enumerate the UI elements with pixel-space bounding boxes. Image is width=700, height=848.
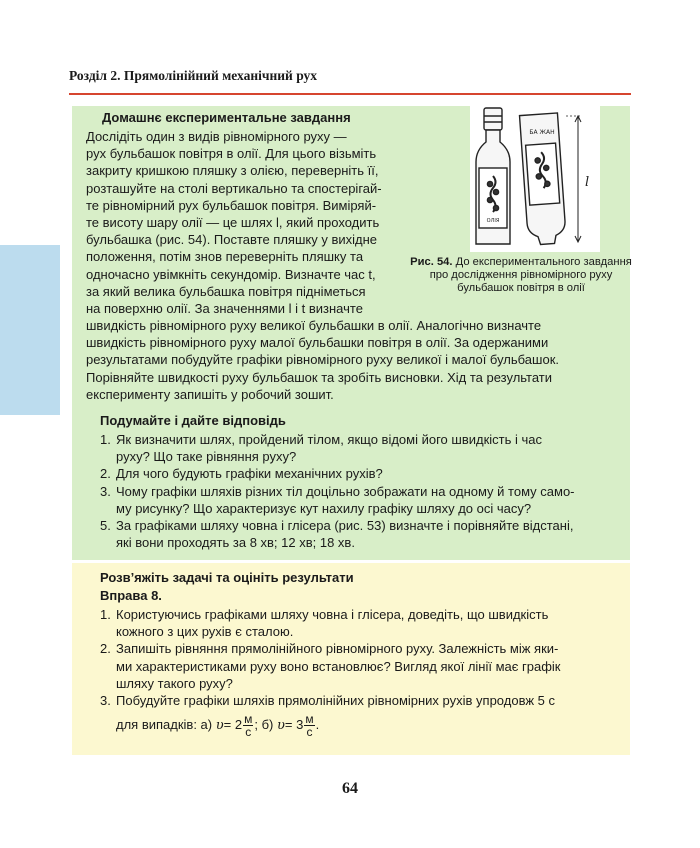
- list-item: [100, 692, 616, 709]
- caption-text: До експериментального завдання про дослідження рівномірного руху бульбашок повітря в олії: [429, 256, 632, 294]
- side-tab: [0, 245, 60, 415]
- item-text-line: Чому графіки шляхів різних тіл доцільно зображати на одному й тому само-: [116, 483, 575, 499]
- paragraph-line: те рівномірний рух бульбашок повітря. Виміряй-: [86, 197, 377, 213]
- formula-value-a: = 2: [223, 716, 243, 732]
- tasks-list: [100, 606, 616, 709]
- item-text-line: Побудуйте графіки шляхів прямолінійних рівномірних рухів упродовж 5 с: [116, 693, 555, 709]
- paragraph-line: Порівняйте швидкості руху бульбашок та зробіть висновки. Хід та результати: [86, 369, 553, 385]
- questions-list: [100, 431, 616, 551]
- item-text-line: Як визначити шлях, пройдений тілом, якщо відомі його швидкість і час: [116, 432, 542, 447]
- item-text-line: шляху такого руху?: [116, 675, 233, 691]
- paragraph-line: закриту кришкою пляшку з олією, переверніть її,: [86, 163, 379, 179]
- home-task-paragraph: [86, 128, 411, 317]
- bottles-illustration: [470, 104, 600, 252]
- formula-value-b: = 3: [284, 716, 304, 732]
- header-rule: [69, 93, 631, 95]
- list-item: [100, 517, 616, 551]
- caption-label: Рис. 54.: [410, 256, 453, 268]
- paragraph-line: за який велика бульбашка повітря підніметься: [86, 283, 366, 299]
- paragraph-line: бульбашка (рис. 54). Поставте пляшку у вихідне: [86, 232, 377, 248]
- section-header: Розділ 2. Прямолінійний механічний рух: [69, 68, 318, 83]
- item-number: 1.: [100, 432, 111, 447]
- paragraph-line: на поверхню олії. За значеннями l і t визначте: [86, 301, 363, 317]
- item-text-line: ми характеристиками руху воно встановлює? Вигляд якої лінії має графік: [116, 658, 561, 674]
- figure-54: [470, 104, 600, 252]
- unit-fraction-a: $\frac{м}{с}$: [244, 712, 253, 739]
- paragraph-line: те висоту шару олії — це шлях l, який проходить: [86, 215, 380, 231]
- exercise-label: Вправа 8.: [100, 588, 162, 603]
- velocity-symbol-a: υ: [215, 717, 224, 733]
- formula-end: .: [315, 716, 320, 732]
- velocity-symbol-b: υ: [276, 717, 285, 733]
- item-text-line: які вони проходять за 8 хв; 12 хв; 18 хв.: [116, 535, 355, 551]
- item-text-line: кожного з цих рухів є сталою.: [116, 624, 294, 640]
- item-text-line: За графіками шляху човна і глісера (рис. 53) визначте і порівняйте відстані,: [116, 518, 574, 534]
- paragraph-line: Дослідіть один з видів рівномірного руху —: [86, 129, 347, 144]
- formula-separator: ; б): [254, 716, 274, 732]
- paragraph-line: швидкість рівномірного руху малої бульбашки повітря в олії. За одержаними: [86, 335, 549, 351]
- item-number: 2.: [100, 641, 111, 657]
- figure-caption: [410, 256, 632, 295]
- length-label: l: [585, 175, 590, 190]
- paragraph-line: розташуйте на столі вертикально та спостерігай-: [86, 180, 382, 196]
- unit-fraction-b: $\frac{м}{с}$: [305, 712, 314, 739]
- item-text-line: Користуючись графіками шляху човна і глісера, доведіть, що швидкість: [116, 607, 549, 622]
- item-text-line: Запишіть рівняння прямолінійного рівномірного руху. Залежність між яки-: [116, 641, 559, 657]
- list-item: [100, 465, 616, 482]
- item-text-line: Для чого будують графіки механічних рухів?: [116, 466, 383, 482]
- paragraph-line: результатами побудуйте графіки рівномірного руху великої і малої бульбашок.: [86, 352, 559, 368]
- item-number: 2.: [100, 466, 111, 482]
- paragraph-line: рух бульбашок повітря в олії. Для цього візьміть: [86, 146, 377, 162]
- home-task-title: Домашнє експериментальне завдання: [102, 110, 351, 125]
- tasks-title: Розв’яжіть задачі та оцініть результати: [100, 570, 354, 585]
- list-item: [100, 431, 616, 465]
- list-item: [100, 483, 616, 517]
- formula-line: [116, 713, 319, 738]
- list-item: [100, 606, 616, 640]
- item-text-line: му рисунку? Що характеризує кут нахилу графіку шляху до осі часу?: [116, 500, 532, 516]
- item-number: 1.: [100, 607, 111, 622]
- bottle2-label: БА ЖАН: [529, 129, 555, 136]
- paragraph-line: положення, потім знов переверніть пляшку та: [86, 249, 364, 265]
- questions-title: Подумайте і дайте відповідь: [100, 413, 286, 428]
- item-number: 3.: [100, 693, 111, 709]
- item-number: 5.: [100, 518, 111, 534]
- paragraph-line: швидкість рівномірного руху великої бульбашки в олії. Аналогічно визначте: [86, 318, 542, 333]
- list-item: [100, 640, 616, 692]
- paragraph-line: експерименту запишіть у робочий зошит.: [86, 386, 334, 402]
- item-number: 3.: [100, 483, 111, 499]
- page-number: 64: [342, 780, 358, 797]
- bottle1-label: ОЛІЯ: [486, 218, 500, 224]
- item-text-line: руху? Що таке рівняння руху?: [116, 449, 297, 465]
- formula-prefix: для випадків: а): [116, 716, 213, 732]
- paragraph-line: одночасно увімкніть секундомір. Визначте час t,: [86, 266, 376, 282]
- home-task-paragraph-wide: [86, 317, 614, 403]
